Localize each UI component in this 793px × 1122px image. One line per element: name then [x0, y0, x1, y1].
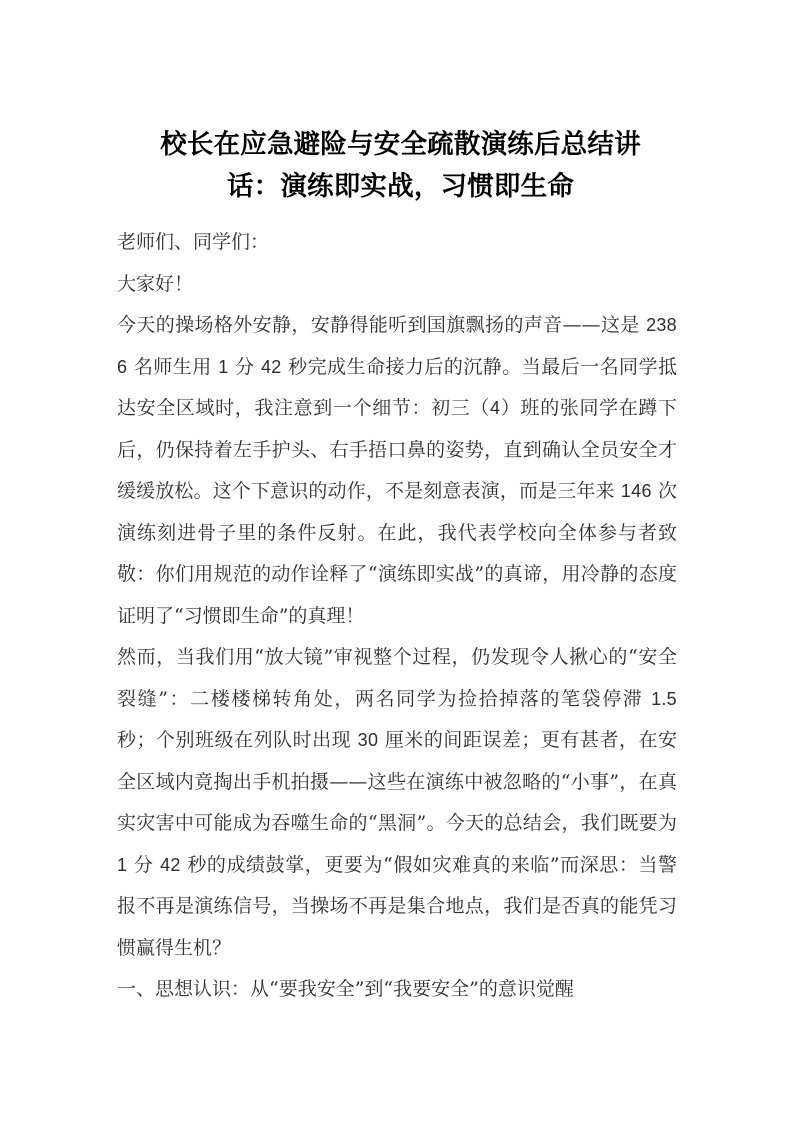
- paragraph-opening: 今天的操场格外安静，安静得能听到国旗飘扬的声音——这是 2386 名师生用 1 分 42 秒完成生命接力后的沉静。当最后一名同学抵达安全区域时，我注意到一个细节：初三（4）班的张同学在蹲下后，仍保持着左手护头、右手捂口鼻的姿势，直到确认全员安全才缓缓放松。这个下意识的动作，不是刻意表演，而是三年来 146 次演练刻进骨子里的条件反射。在此，我代表学校向全体参与者致敬：你们用规范的动作诠释了“演练即实战”的真谛，用冷静的态度证明了“习惯即生命”的真理！: [117, 314, 677, 627]
- greeting-line: 大家好！: [117, 272, 194, 295]
- document-body: [117, 0, 677, 1011]
- inline-number: 146: [620, 481, 652, 501]
- page-title: [117, 0, 677, 208]
- paragraph-problems: 然而，当我们用“放大镜”审视整个过程，仍发现令人揪心的“安全裂缝”：二楼楼梯转角处，两名同学为捡拾掉落的笔袋停滞 1.5 秒；个别班级在列队时出现 30 厘米的间距误差；更有甚者，在安全区域内竟掏出手机拍摄——这些在演练中被忽略的“小事”，在真实灾害中可能成为吞噬生命的“黑洞”。今天的总结会，我们既要为 1 分 42 秒的成绩鼓掌，更要为“假如灾难真的来临”而深思：当警报不再是演练信号，当操场不再是集合地点，我们是否真的能凭习惯赢得生机？: [117, 646, 677, 959]
- inline-number: 42: [261, 356, 282, 377]
- page-title-line-1: 校长在应急避险与安全疏散演练后总结讲: [160, 129, 641, 160]
- inline-number: 4: [489, 398, 501, 418]
- inline-number: 30: [357, 730, 379, 750]
- inline-number: 2386: [117, 315, 677, 377]
- inline-number: 1.5: [651, 688, 677, 709]
- page-title-line-2: 话：演练即实战，习惯即生命: [226, 171, 575, 202]
- inline-number: 42: [160, 854, 181, 875]
- inline-number: 1: [218, 356, 229, 377]
- inline-number: 1: [117, 854, 128, 875]
- section-heading-one: 一、思想认识：从“要我安全”到“我要安全”的意识觉醒: [117, 978, 574, 1000]
- salutation-line: 老师们、同学们：: [117, 231, 270, 253]
